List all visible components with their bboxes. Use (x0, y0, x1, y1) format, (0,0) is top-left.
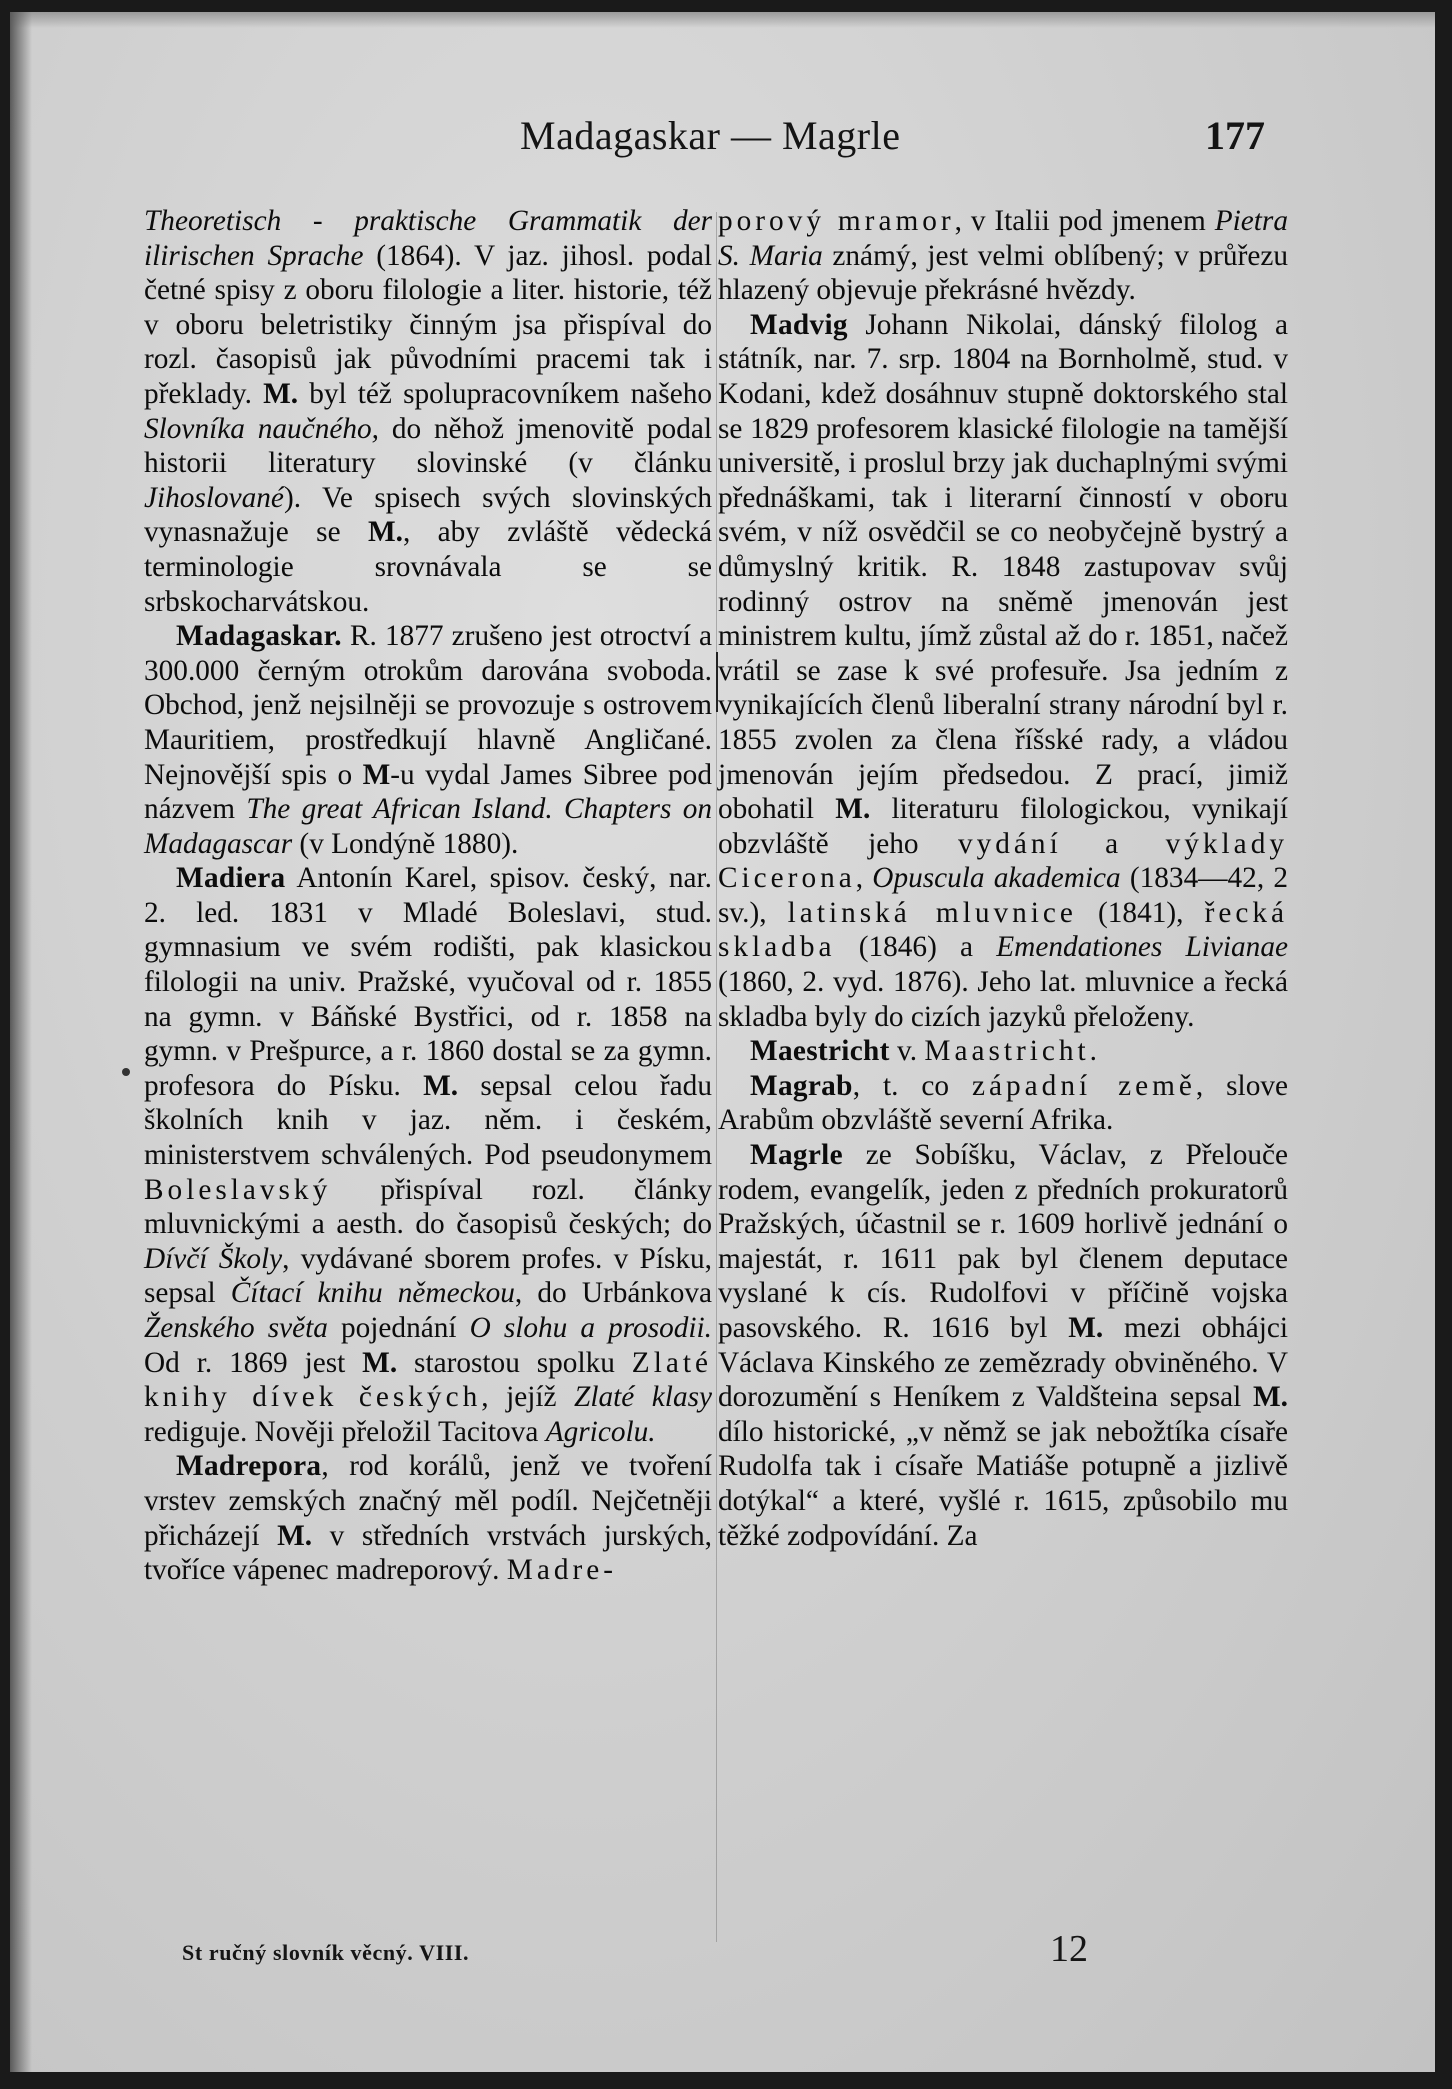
text-span: Antonín Karel, spisov. český, nar. 2. led. 1831 v Mladé Boleslavi, stud. gymnasium ve svém rodišti, pak klasickou filologii na univ. Pražské, vyučoval od r. 1855 na gymn. v Báňské Bystřici, od r. 1858 na gymn. v Prešpurce, a r. 1860 dostal se za gymn. profesora do Písku. (144, 862, 712, 1102)
spaced-text: Boleslavský (144, 1173, 332, 1206)
text-span: byl též spolupracovníkem našeho (298, 377, 713, 410)
spaced-text: řecká skladba (718, 896, 1288, 964)
text-span: mezi obhájci Václava Kinského ze zemězrady obviněného. V dorozumění s Heníkem z Valdšteina sepsal (718, 1312, 1288, 1414)
text-span: , rod korálů, jenž ve tvoření vrstev zemských značný měl podíl. Nejčetněji přicházejí (144, 1450, 712, 1552)
abbrev-bold: M. (1253, 1381, 1288, 1414)
text-span: (v Londýně 1880). (292, 827, 519, 860)
spaced-text: vydání a výklady Cicerona (718, 827, 1288, 895)
entry-maestricht (718, 1034, 1288, 1069)
entry-magrab (718, 1069, 1288, 1138)
text-span: (1860, 2. vyd. 1876). Jeho lat. mluvnice a řecká skladba byly do cizích jazyků přeloženy. (718, 966, 1288, 1033)
text-span: , vydávané sborem profes. v Písku, sepsal (144, 1242, 712, 1310)
italic-title: Agricolu. (545, 1415, 656, 1448)
text-span: , aby zvláště vědecká terminologie srovnávala se se srbskocharvátskou. (144, 516, 712, 618)
abbrev-bold: M. (1068, 1312, 1104, 1344)
abbrev-bold: M. (362, 1346, 398, 1379)
italic-title: Čítací knihu německou (230, 1277, 515, 1310)
headword: Madvig (750, 308, 848, 341)
italic-title: Dívčí Školy (144, 1242, 283, 1275)
entry-continuation-right (718, 204, 1288, 308)
footer-note: St ručný slovník věcný. VIII. (182, 1940, 470, 1965)
text-span: přispíval rozl. články mluvnickými a aesth. do časopisů českých; do (144, 1173, 712, 1241)
italic-title: Zlaté klasy (574, 1381, 712, 1414)
page-binding-shadow (10, 12, 32, 2072)
entry-madagaskar (144, 619, 712, 861)
page-number: 177 (1205, 113, 1265, 158)
abbrev-bold: M. (835, 793, 871, 826)
spaced-text: latinská mluvnice (787, 896, 1077, 929)
text-span: R. 1877 zrušeno jest otroctví a 300.000 černým otrokům darována svoboda. Obchod, jenž nejsilněji se provozuje s ostrovem Mauritiem, prostředkují hlavně Angličané. Nejnovější spis o (144, 620, 712, 791)
text-span: , t. co (852, 1069, 973, 1102)
text-span: , (855, 862, 873, 895)
abbrev-bold: M. (423, 1069, 459, 1102)
headword: Madagaskar. (176, 620, 342, 653)
text-span: , slove Arabům obzvláště severní Afrika. (718, 1069, 1288, 1137)
text-span: v středních vrstvách jurských, tvoříce vápenec madreporový. (144, 1519, 712, 1587)
signature-mark: 12 (1050, 1928, 1088, 1970)
page-header (10, 112, 1435, 172)
spaced-text: porový mramor (718, 205, 955, 237)
text-span: dílo historické, „v němž se jak nebožtíka císaře Rudolfa tak i císaře Matiáše potupně a jizlivě dotýkal“ a které, vyšlé r. 1615, způsobilo mu těžké zodpovídání. Za (718, 1415, 1288, 1552)
running-head: Madagaskar — Magrle (520, 113, 901, 158)
headword: Maestricht (750, 1035, 890, 1068)
italic-title: Opuscula akademica (872, 862, 1121, 895)
italic-title: Emendationes Livianae (996, 931, 1288, 964)
entry-madiera (144, 861, 712, 1449)
abbrev-bold: M. (263, 377, 299, 410)
italic-title: Jihoslované (144, 481, 284, 514)
left-column (144, 204, 712, 1588)
text-span: (1841), (1076, 896, 1205, 929)
headword: Magrle (750, 1139, 843, 1172)
text-span: , jejíž (481, 1381, 575, 1414)
text-span: do něhož jmenovitě podal historii literatury slovinské (v článku (144, 412, 712, 480)
italic-title: Ženského světa (144, 1312, 328, 1344)
text-span: Johann Nikolai, dánský filolog a státník, nar. 7. srp. 1804 na Bornholmě, stud. v Kodani, kdež dosáhnuv stupně doktorského stal se 1829 profesorem klasické filologie na tamější universitě, i proslul brzy jak duchaplnými svými přednáškami, tak i literarní činností v oboru svém, v níž osvědčil se co neobyčejně bystrý a důmyslný kritik. R. 1848 zastupovav svůj rodinný ostrov na sněmě jmenován jest ministrem kultu, jímž zůstal až do r. 1851, načež vrátil se zase k své profesuře. Jsa jedním z vynikajících členů liberalní strany národní byl r. 1855 zvolen za člena říšské rady, a vládou jmenován jejím předsedou. Z prací, jimiž obohatil (718, 308, 1288, 826)
italic-title: Pietra S. Maria (718, 205, 1288, 272)
abbrev-bold: M. (367, 516, 403, 549)
abbrev-bold: M (362, 758, 391, 791)
text-span: ze Sobíšku, Václav, z Přelouče rodem, evangelík, jeden z předních prokuratorů Pražských, účastnil se r. 1609 horlivě jednání o majestát, r. 1611 pak byl členem deputace vyslané k cís. Rudolfovi v příčině vojska pasovského. R. 1616 byl (718, 1139, 1288, 1344)
text-span: sepsal celou řadu školních knih v jaz. něm. i českém, ministerstvem schválených. Pod pseudonymem (144, 1069, 712, 1172)
headword: Madrepora (176, 1450, 322, 1483)
spaced-text: Madre- (506, 1554, 618, 1587)
entry-madrepora (144, 1449, 712, 1587)
text-span: , do Urbánkova (514, 1277, 713, 1310)
headword: Madiera (176, 862, 286, 895)
text-span: starostou spolku (397, 1346, 632, 1379)
text-span: (1834—42, 2 sv.), (718, 862, 1288, 929)
text-span: , v Italii pod jmenem (954, 205, 1215, 237)
margin-mark (122, 1068, 130, 1076)
headword: Magrab (750, 1069, 853, 1102)
text-span: literaturu filologickou, vynikají obzvláště jeho (718, 793, 1289, 860)
text-span: rediguje. Nověji přeložil Tacitova (144, 1415, 546, 1448)
italic-title: Slovníka naučného, (144, 412, 379, 445)
spaced-text: Zlaté knihy dívek českých (144, 1346, 712, 1414)
entry-magrle (718, 1138, 1288, 1553)
right-column (718, 204, 1288, 1553)
text-span: -u vydal James Sibree pod názvem (144, 758, 712, 826)
text-span: (1864). V jaz. jihosl. podal četné spisy z oboru filologie a liter. historie, též v oboru beletristiky činným jsa přispíval do rozl. časopisů jak původními pracemi tak i překlady. (144, 239, 712, 410)
text-span: ). Ve spisech svých slovinských vynasnažuje se (144, 481, 712, 549)
italic-title: The great African Island. Chapters on Madagascar (144, 793, 712, 860)
italic-title: Theoretisch - praktische Grammatik der ilirischen Sprache (144, 205, 712, 272)
text-span: v. (889, 1035, 925, 1068)
spaced-text: západní země (972, 1069, 1196, 1102)
text-span: (1846) a (835, 931, 997, 964)
entry-continuation-left (144, 204, 712, 619)
column-divider (716, 212, 717, 1942)
text-span: známý, jest velmi oblíbený; v průřezu hlazený objevuje překrásné hvězdy. (718, 239, 1288, 307)
page-top-edge-shadow (10, 12, 1435, 28)
abbrev-bold: M. (277, 1519, 313, 1552)
text-span: Od r. 1869 jest (144, 1346, 363, 1379)
entry-madvig (718, 308, 1288, 1034)
book-page (10, 12, 1435, 2072)
cross-reference: Maastricht. (924, 1035, 1101, 1068)
text-span: pojednání (327, 1312, 470, 1344)
italic-title: O slohu a prosodii. (469, 1312, 712, 1344)
